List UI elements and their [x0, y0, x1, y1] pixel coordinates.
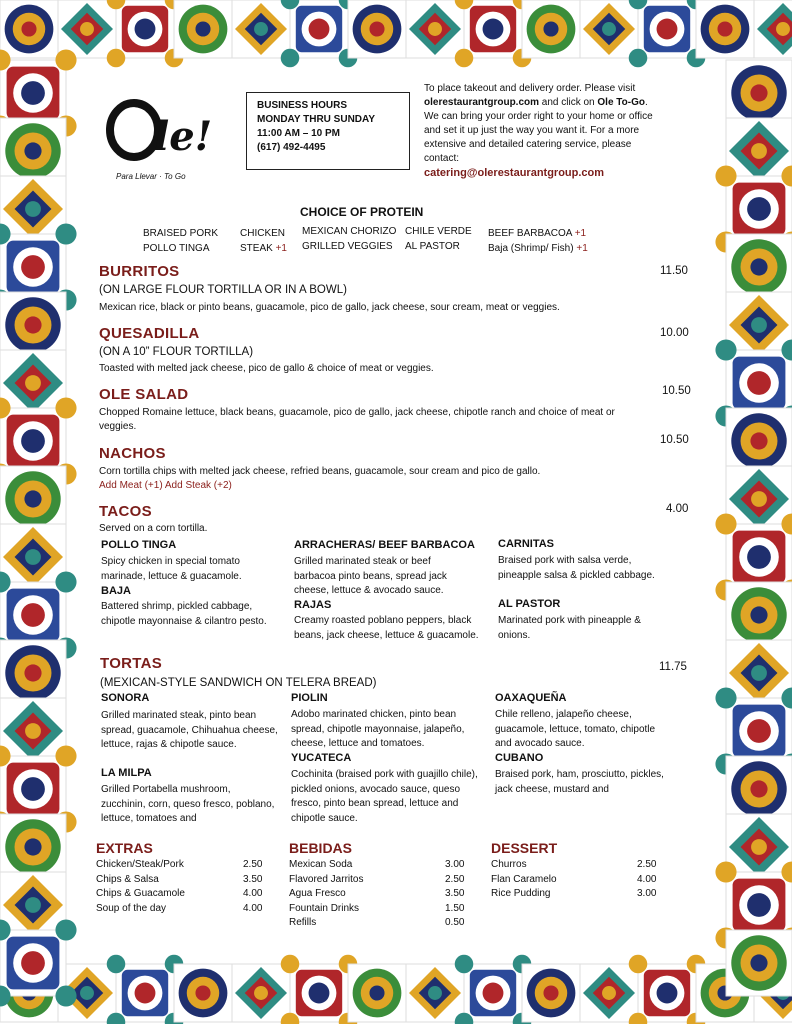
- protein-barbacoa: BEEF BARBACOA +1: [488, 228, 587, 239]
- catering-email-link[interactable]: catering@olerestaurantgroup.com: [424, 167, 605, 179]
- protein-chile-verde: CHILE VERDE: [405, 226, 472, 237]
- burritos-title: BURRITOS: [99, 263, 180, 280]
- tile: [455, 955, 532, 1024]
- bebidas-item-price: 3.00: [445, 859, 465, 870]
- bebidas-item-price: 1.50: [445, 902, 465, 914]
- torta-item-desc: Adobo marinated chicken, pinto bean spread, chipotle mayonnaise, jalapeño, cheese, lettuce and tomatoes.: [291, 709, 465, 750]
- hours-phone: (617) 492-4495: [257, 142, 326, 153]
- dessert-item-price: 3.00: [637, 888, 657, 899]
- tile: [348, 964, 406, 1022]
- quesadilla-price: 10.00: [660, 327, 689, 339]
- tile: [726, 756, 792, 822]
- hours-times: 11:00 AM – 10 PM: [257, 128, 341, 139]
- torta-item-name: OAXAQUEÑA: [495, 692, 567, 704]
- tile: [629, 0, 706, 67]
- tile: [726, 408, 792, 474]
- tile: [0, 292, 66, 358]
- tile: [754, 0, 792, 58]
- extras-item-price: 2.50: [243, 859, 263, 870]
- protein-veggies: GRILLED VEGGIES: [302, 241, 393, 252]
- torta-item-desc: Grilled Portabella mushroom, zucchinin, corn, queso fresco, poblano, lettuce, tomatoes and: [101, 784, 275, 825]
- hours-title: BUSINESS HOURS: [257, 100, 348, 111]
- bebidas-item-name: Mexican Soda: [289, 859, 353, 870]
- extras-item-name: Chicken/Steak/Pork: [96, 859, 184, 870]
- taco-item-name: POLLO TINGA: [101, 539, 177, 551]
- bebidas-item-name: Refills: [289, 917, 317, 928]
- tile: [522, 0, 580, 58]
- order-intro: To place takeout and delivery order. Please visit olerestaurantgroup.com and click on Ole To-Go. We can bring your order right to your home or office and set it up just the way you want it. For a more extensive and detailed catering service, please contact: catering@olerestaurantgroup.com: [424, 83, 653, 179]
- tile: [580, 0, 638, 58]
- dessert-title: DESSERT: [491, 840, 558, 856]
- tile: [0, 814, 66, 880]
- tile: [174, 964, 232, 1022]
- torta-item-name: SONORA: [101, 692, 150, 704]
- tile: [696, 0, 754, 58]
- website-link[interactable]: olerestaurantgroup.com: [424, 97, 540, 108]
- torta-item-name: YUCATECA: [291, 752, 352, 764]
- nachos-title: NACHOS: [99, 445, 166, 462]
- tacos-title: TACOS: [99, 503, 152, 520]
- nachos-price: 10.50: [660, 434, 689, 446]
- taco-item-desc: Battered shrimp, pickled cabbage, chipotle mayonnaise & cilantro pesto.: [101, 601, 267, 627]
- taco-item-name: CARNITAS: [498, 538, 555, 550]
- protein-steak: STEAK +1: [240, 243, 287, 254]
- taco-item-desc: Creamy roasted poblano peppers, black beans, jack cheese, lettuce & guacamole.: [294, 615, 479, 641]
- extras-item-price: 4.00: [243, 902, 263, 914]
- extras-title: EXTRAS: [96, 840, 153, 856]
- taco-item-name: ARRACHERAS/ BEEF BARBACOA: [294, 539, 475, 551]
- tile: [0, 919, 77, 1006]
- tortas-subtitle: (MEXICAN-STYLE SANDWICH ON TELERA BREAD): [100, 677, 377, 689]
- burritos-desc: Mexican rice, black or pinto beans, guacamole, pico de gallo, jack cheese, sour cream, meat or veggies.: [99, 302, 560, 313]
- tile: [406, 0, 464, 58]
- protein-baja: Baja (Shrimp/ Fish) +1: [488, 243, 588, 254]
- dessert-item-name: Rice Pudding: [491, 888, 551, 899]
- burritos-price: 11.50: [660, 265, 688, 277]
- torta-item-desc: Grilled marinated steak, pinto bean spread, guacamole, Chihuahua cheese, lettuce, rajas & chipotle sauce.: [101, 710, 278, 751]
- bebidas-item-price: 2.50: [445, 873, 465, 885]
- tile: [281, 0, 358, 67]
- tile: [580, 964, 638, 1022]
- tile: [281, 955, 358, 1024]
- bebidas-item-price: 0.50: [445, 917, 465, 928]
- extras-item-name: Chips & Guacamole: [96, 888, 185, 899]
- tile: [174, 0, 232, 58]
- extras-item-name: Chips & Salsa: [96, 873, 159, 885]
- bebidas-item-name: Flavored Jarritos: [289, 873, 364, 885]
- tile: [232, 964, 290, 1022]
- tile: [726, 930, 792, 996]
- logo-tagline: Para Llevar · To Go: [116, 172, 186, 181]
- bebidas-title: BEBIDAS: [289, 840, 353, 856]
- dessert-item-name: Flan Caramelo: [491, 873, 557, 885]
- torta-item-name: LA MILPA: [101, 767, 152, 779]
- bebidas-item-price: 3.50: [445, 888, 465, 899]
- dessert-item-price: 2.50: [637, 859, 657, 870]
- ole-togo-link[interactable]: Ole To-Go: [597, 97, 645, 108]
- tile: [522, 964, 580, 1022]
- taco-item-desc: Marinated pork with pineapple & onions.: [498, 615, 641, 641]
- salad-price: 10.50: [662, 385, 691, 397]
- taco-item-desc: Grilled marinated steak or beef barbacoa pinto beans, spread jack cheese, lettuce & avocado sauce.: [294, 556, 447, 597]
- bebidas-item-name: Agua Fresco: [289, 888, 346, 899]
- tile: [0, 0, 58, 58]
- tile: [726, 60, 792, 126]
- tile: [107, 0, 184, 67]
- tile: [348, 0, 406, 58]
- quesadilla-title: QUESADILLA: [99, 325, 200, 342]
- tile: [58, 0, 116, 58]
- taco-item-desc: Braised pork with salsa verde, pineapple salsa & pickled cabbage.: [498, 555, 655, 581]
- extras-item-price: 4.00: [243, 888, 263, 899]
- taco-item-name: RAJAS: [294, 599, 332, 611]
- business-hours-box: [246, 92, 410, 170]
- quesadilla-subtitle: (ON A 10” FLOUR TORTILLA): [99, 346, 254, 358]
- tile: [0, 640, 66, 706]
- torta-item-name: CUBANO: [495, 752, 544, 764]
- torta-item-name: PIOLIN: [291, 692, 328, 704]
- protein-pollo-tinga: POLLO TINGA: [143, 243, 210, 254]
- protein-title: CHOICE OF PROTEIN: [300, 205, 424, 219]
- tacos-subtitle: Served on a corn tortilla.: [99, 523, 208, 534]
- extras-item-name: Soup of the day: [96, 902, 167, 914]
- salad-desc: Chopped Romaine lettuce, black beans, guacamole, pico de gallo, jack cheese, chipotle ranch and choice of meat or veggies.: [99, 407, 615, 432]
- svg-text:le!: le!: [154, 113, 213, 160]
- protein-chorizo: MEXICAN CHORIZO: [302, 226, 397, 237]
- torta-item-desc: Chile relleno, jalapeño cheese, guacamole, lettuce, tomato, chipotle and avocado sauce.: [495, 709, 656, 750]
- protein-al-pastor: AL PASTOR: [405, 241, 460, 252]
- tile: [406, 964, 464, 1022]
- nachos-addons: Add Meat (+1) Add Steak (+2): [99, 480, 232, 491]
- nachos-desc: Corn tortilla chips with melted jack cheese, refried beans, guacamole, sour cream and pico de gallo.: [99, 466, 541, 477]
- torta-item-desc: Cochinita (braised pork with guajillo chile), pickled onions, avocado sauce, queso fresco, pinto bean spread, lettuce and chipotle sauce.: [291, 769, 478, 825]
- torta-item-desc: Braised pork, ham, prosciutto, pickles, jack cheese, mustard and: [495, 769, 664, 795]
- tile: [107, 955, 184, 1024]
- protein-braised-pork: BRAISED PORK: [143, 228, 219, 239]
- tacos-price: 4.00: [666, 503, 689, 515]
- dessert-item-name: Churros: [491, 859, 527, 870]
- tile: [629, 955, 706, 1024]
- tile: [0, 466, 66, 532]
- tile: [726, 582, 792, 648]
- taco-item-name: AL PASTOR: [498, 598, 561, 610]
- taco-item-desc: Spicy chicken in special tomato marinade, lettuce & guacamole.: [101, 556, 242, 582]
- burritos-subtitle: (ON LARGE FLOUR TORTILLA OR IN A BOWL): [99, 284, 347, 296]
- dessert-item-price: 4.00: [637, 873, 657, 885]
- tile: [0, 118, 66, 184]
- taco-item-name: BAJA: [101, 585, 131, 597]
- tortas-price: 11.75: [659, 661, 687, 673]
- tortas-title: TORTAS: [100, 655, 163, 672]
- extras-item-price: 3.50: [243, 873, 263, 885]
- protein-chicken: CHICKEN: [240, 228, 286, 239]
- quesadilla-desc: Toasted with melted jack cheese, pico de gallo & choice of meat or veggies.: [99, 363, 434, 374]
- tile: [232, 0, 290, 58]
- bebidas-item-name: Fountain Drinks: [289, 902, 360, 914]
- hours-days: MONDAY THRU SUNDAY: [257, 114, 375, 125]
- tile: [455, 0, 532, 67]
- tile: [726, 234, 792, 300]
- salad-title: OLE SALAD: [99, 386, 189, 403]
